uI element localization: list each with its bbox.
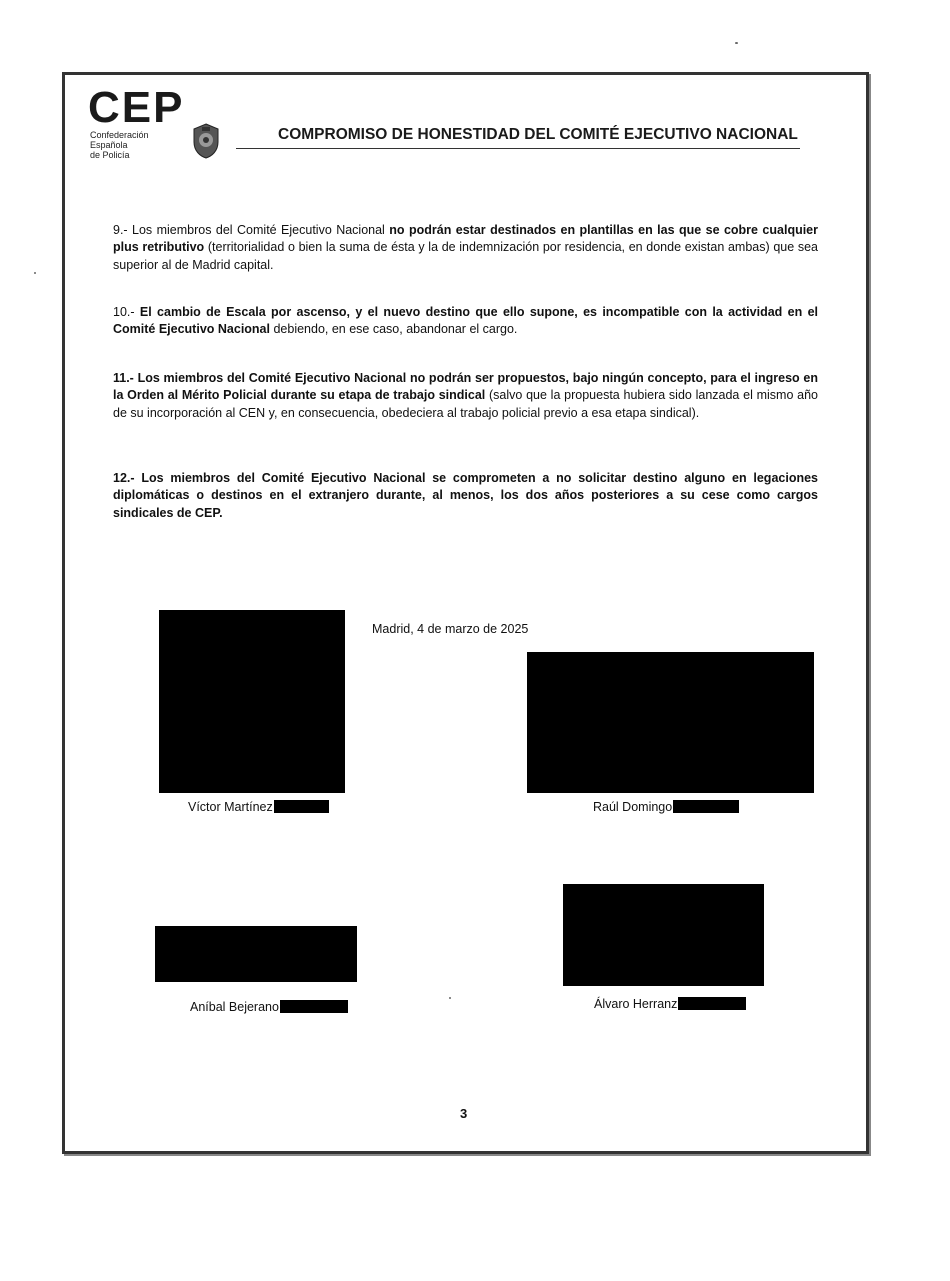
cep-logo: [88, 83, 238, 166]
logo-wordmark: CEP: [88, 83, 185, 132]
redacted-signature: [155, 926, 357, 982]
signing-date: Madrid, 4 de marzo de 2025: [372, 622, 529, 636]
clause-10: [113, 304, 818, 339]
redacted-surname: [673, 800, 739, 813]
clause-text-segment: 10.-: [113, 305, 140, 319]
redacted-signature: [159, 610, 345, 793]
clause-11: [113, 370, 818, 422]
clause-text-segment: 11.- Los miembros del Comité Ejecutivo Nacional no podrán ser propuestos, bajo ningún concepto, para el ingreso en la Orden al Mérito Policial durante su etapa de trabajo sindical: [113, 371, 818, 403]
document-title: COMPROMISO DE HONESTIDAD DEL COMITÉ EJECUTIVO NACIONAL: [278, 126, 798, 143]
signatory-name-text: Víctor Martínez: [188, 800, 273, 814]
signatory-name-2: [593, 800, 739, 814]
clause-text-segment: (salvo que la propuesta hubiera sido lanzada el mismo año de su incorporación al CEN y, en consecuencia, obedeciera al trabajo policial previo a esa etapa sindical).: [113, 388, 819, 420]
redacted-surname: [274, 800, 329, 813]
clause-text-segment: 12.- Los miembros del Comité Ejecutivo Nacional se comprometen a no solicitar destino alguno en legaciones diplomáticas o destinos en el extranjero durante, al menos, los dos años posteriores a su cese como cargos sindicales de CEP.: [113, 471, 818, 520]
redacted-surname: [678, 997, 746, 1010]
signatory-name-4: [594, 997, 746, 1011]
police-badge-icon: [190, 122, 222, 160]
clause-9: [113, 222, 818, 274]
clause-text-segment: debiendo, en ese caso, abandonar el cargo.: [269, 322, 518, 337]
scan-speck: [34, 272, 36, 274]
scan-speck: [735, 42, 738, 44]
clause-12: [113, 470, 818, 522]
clause-text-segment: 9.- Los miembros del Comité Ejecutivo Nacional: [113, 223, 390, 237]
title-underline: [236, 148, 800, 149]
logo-subtitle: [90, 130, 149, 160]
signatory-name-3: [190, 1000, 348, 1014]
logo-subtitle-line: de Policía: [90, 150, 130, 160]
clause-text-segment: no podrán estar destinados en plantillas en las que se cobre cualquier plus retributivo: [113, 223, 819, 255]
signatory-name-1: [188, 800, 329, 814]
logo-subtitle-line: Española: [90, 140, 128, 150]
redacted-signature: [563, 884, 764, 986]
logo-subtitle-line: Confederación: [90, 130, 149, 140]
scan-speck: [449, 997, 451, 999]
clause-text-segment: (territorialidad o bien la suma de ésta y la de indemnización por residencia, en donde existan ambas) que sea superior al de Madrid capital.: [113, 240, 819, 272]
signatory-name-text: Aníbal Bejerano: [190, 1000, 279, 1014]
signatory-name-text: Álvaro Herranz: [594, 997, 678, 1011]
page-number: 3: [460, 1106, 468, 1121]
signatory-name-text: Raúl Domingo: [593, 800, 673, 814]
redacted-signature: [527, 652, 814, 793]
clause-text-segment: El cambio de Escala por ascenso, y el nuevo destino que ello supone, es incompatible con la actividad en el Comité Ejecutivo Nacional: [113, 305, 818, 337]
redacted-surname: [280, 1000, 348, 1013]
